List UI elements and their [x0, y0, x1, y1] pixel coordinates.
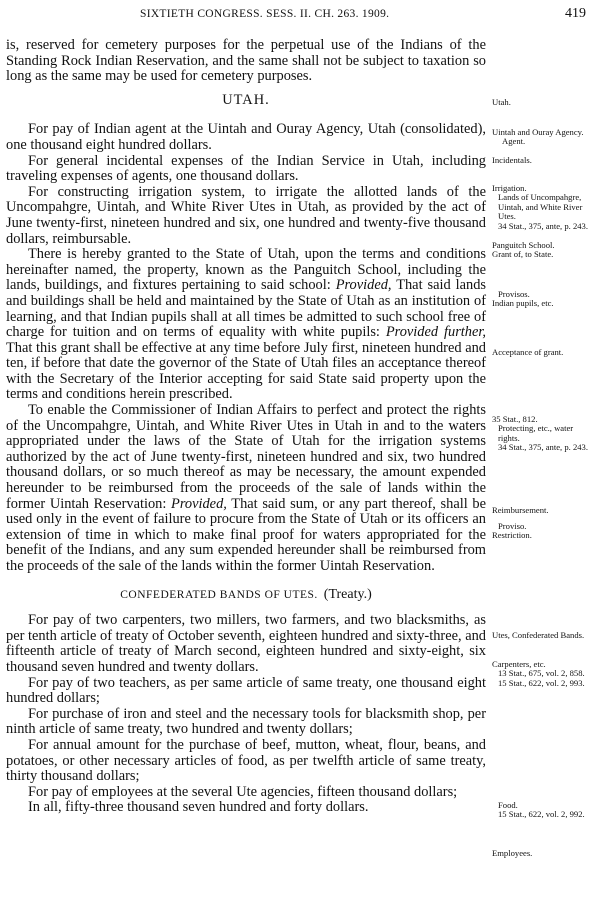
- margin-text: Protecting, etc., water rights.: [498, 423, 574, 443]
- paragraph-indian-agent: For pay of Indian agent at the Uintah and Ouray Agency, Utah (consolidated), one thousand eight hundred dollars.: [6, 121, 486, 153]
- paragraph-teachers: For pay of two teachers, as per same article of same treaty, one thousand eight hundred dollars;: [6, 674, 486, 707]
- margin-note-panguitch: [492, 241, 596, 260]
- margin-note-incidentals: [492, 156, 596, 165]
- margin-note-utes: [492, 631, 596, 640]
- text-run: That said lands and buildings shall be held and maintained by the State of Utah as an institution of learning, and that Indian pupils shall at all times be admitted to such school free of charge for tuition and on terms of equality with white pupils:: [6, 277, 486, 341]
- margin-text: 13 Stat., 675, vol. 2, 858.: [498, 668, 585, 679]
- margin-note-provisos: [492, 290, 596, 309]
- text-run: That this grant shall be effective at any time before July first, nineteen hundred and ten, if before that date the governor of the State of Utah files an acceptance thereof with the Secretary of the Interior accepting for said State said property upon the terms and conditions herein prescribed.: [6, 339, 486, 403]
- paragraph-iron-steel: For purchase of iron and steel and the necessary tools for blacksmith shop, per ninth article of same treaty, two hundred and twenty dollars;: [6, 705, 486, 738]
- margin-text: Acceptance of grant.: [492, 347, 564, 357]
- paragraph-employees: For pay of employees at the several Ute agencies, fifteen thousand dollars;: [28, 783, 458, 800]
- margin-text: 34 Stat., 375, ante, p. 243.: [498, 220, 588, 231]
- margin-note-proviso: [492, 522, 596, 541]
- margin-text: Provisos.: [498, 289, 530, 299]
- margin-text: Agent.: [502, 136, 526, 147]
- text-run: That said sum, or any part thereof, shall be used only in the event of failure to procure from the State of Utah or its officers an extension of time in which to make final proof for waters appropriated for the benefit of the Indians, and any sum expended hereunder shall be reimbursed from the proceeds of the sale of the lands within the former Uintah Reservation.: [6, 495, 486, 574]
- margin-note-acceptance: [492, 348, 596, 357]
- margin-text: 35 Stat., 812.: [492, 414, 538, 424]
- margin-text: 15 Stat., 622, vol. 2, 992.: [498, 809, 585, 820]
- section-title-utes: [6, 587, 486, 604]
- margin-text: Proviso.: [498, 521, 527, 531]
- treaty-label: (Treaty.): [323, 586, 372, 602]
- margin-text: Carpenters, etc.: [492, 659, 546, 669]
- margin-text: Uintah and Ouray Agency.: [492, 127, 584, 137]
- margin-text: 15 Stat., 622, vol. 2, 993.: [498, 677, 585, 688]
- paragraph-incidentals: For general incidental expenses of the Indian Service in Utah, including traveling expenses of agents, one thousand dollars.: [6, 152, 486, 185]
- utes-heading: CONFEDERATED BANDS OF UTES.: [120, 588, 318, 601]
- paragraph-food: For annual amount for the purchase of beef, mutton, wheat, flour, beans, and potatoes, or other necessary articles of food, as per twelfth article of same treaty, thirty thousand dollars;: [6, 736, 486, 785]
- paragraph-cemetery: is, reserved for cemetery purposes for the perpetual use of the Indians of the Standing Rock Indian Reservation, and the same shall not be subject to taxation so long as the same may be used for cemetery purposes.: [6, 37, 486, 85]
- section-title-utah: UTAH.: [222, 91, 270, 108]
- paragraph-water-rights: [6, 403, 486, 575]
- margin-text: Employees.: [492, 848, 533, 858]
- paragraph-total: In all, fifty-three thousand seven hundred and forty dollars.: [28, 799, 369, 816]
- margin-note-carpenters: [492, 660, 596, 688]
- provided-italic: Provided,: [171, 495, 227, 512]
- margin-text: Panguitch School.: [492, 240, 555, 250]
- provided-italic: Provided,: [335, 277, 392, 294]
- margin-note-utah: [492, 98, 596, 107]
- margin-text: 34 Stat., 375, ante, p. 243.: [498, 442, 588, 453]
- margin-note-irrigation: [492, 184, 596, 231]
- main-text: [6, 38, 486, 816]
- margin-text: Utes, Confederated Bands.: [492, 630, 585, 640]
- running-head: SIXTIETH CONGRESS. SESS. II. CH. 263. 1909.: [140, 8, 390, 20]
- margin-text: Indian pupils, etc.: [492, 298, 554, 309]
- margin-text: Reimbursement.: [492, 505, 549, 515]
- text-run: To enable the Commissioner of Indian Affairs to perfect and protect the rights of the Uncompahgre, Uintah, and White River Utes in Utah in and to the waters appropriated under the laws of the State of Utah for the irrigation systems authorized by the act of June twenty-first, nineteen hundred and six, two hundred thousand dollars, or so much thereof as may be necessary, the amount expended hereunder to be reimbursed from the proceeds of the sale of lands within the former Uintah Reservation:: [6, 402, 486, 512]
- margin-text: Utah.: [492, 97, 511, 107]
- margin-text: Restriction.: [492, 530, 532, 541]
- text-run: There is hereby granted to the State of Utah, upon the terms and conditions hereinafter named, the property, known as the Panguitch School, including the lands, buildings, and fixtures pertaining to said school:: [6, 246, 486, 294]
- margin-note-reimbursement: [492, 506, 596, 515]
- provided-further-italic: Provided further,: [385, 324, 486, 341]
- paragraph-carpenters: For pay of two carpenters, two millers, two farmers, and two blacksmiths, as per tenth article of treaty of October seventh, eighteen hundred and sixty-three, and fifteenth article of treaty of March second, eighteen hundred and sixty-eight, six thousand seven hundred and twenty dollars.: [6, 612, 486, 675]
- margin-note-water-rights: [492, 415, 596, 453]
- margin-text: Grant of, to State.: [492, 249, 554, 260]
- margin-text: Food.: [498, 800, 518, 810]
- margin-note-uintah-agency: [492, 128, 596, 147]
- paragraph-panguitch-school: [6, 247, 486, 403]
- margin-note-employees: [492, 849, 596, 858]
- margin-text: Incidentals.: [492, 155, 532, 165]
- page-number: 419: [565, 6, 586, 21]
- margin-text: Irrigation.: [492, 183, 527, 193]
- margin-text: Lands of Uncompahgre, Uintah, and White River Utes.: [498, 192, 583, 222]
- running-header: [0, 6, 600, 26]
- paragraph-irrigation: For constructing irrigation system, to irrigate the allotted lands of the Uncompahgre, Uintah, and White River Utes in Utah, as provided by the act of June twenty-first, nineteen hundred and six, one hundred and twenty-five thousand dollars, reimbursable.: [6, 183, 486, 247]
- margin-note-food: [492, 801, 596, 820]
